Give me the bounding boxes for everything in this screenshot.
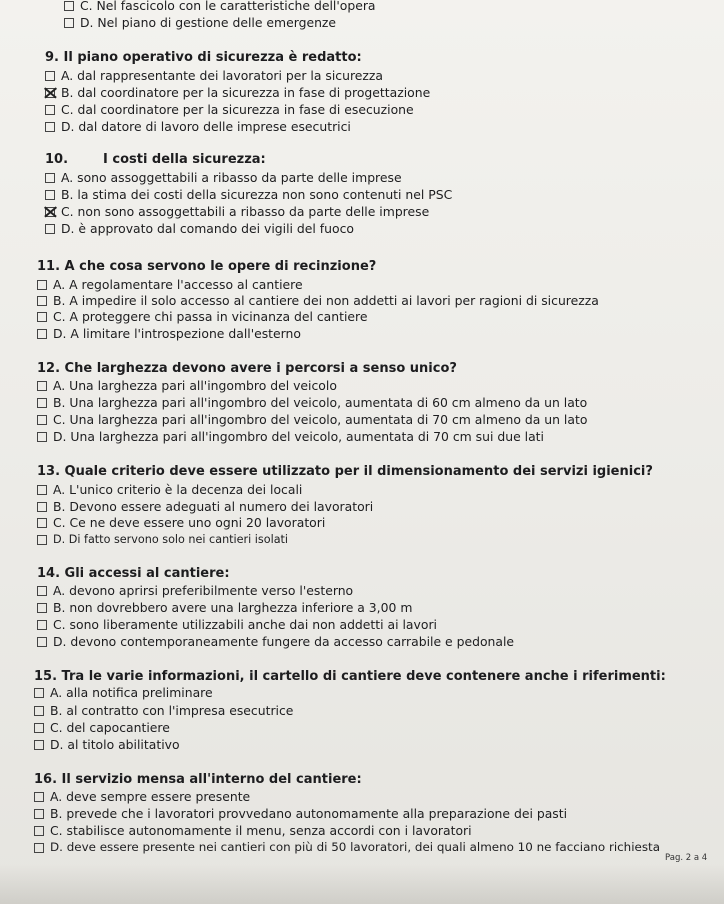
checkbox[interactable] [45,71,55,81]
q11-option-b: B. A impedire il solo accesso al cantiere dei non addetti ai lavori per ragioni di sicurezza [37,293,599,308]
checkbox[interactable] [37,637,47,647]
checkbox[interactable] [45,122,55,132]
q12-option-a: A. Una larghezza pari all'ingombro del veicolo [37,378,337,393]
q16-option-b: B. prevede che i lavoratori provvedano autonomamente alla preparazione dei pasti [34,806,567,821]
q16-option-c: C. stabilisce autonomamente il menu, senza accordi con i lavoratori [34,823,472,838]
checkbox[interactable] [37,620,47,630]
q14-option-d: D. devono contemporaneamente fungere da accesso carrabile e pedonale [37,634,514,649]
checkbox[interactable] [45,105,55,115]
q11-option-d: D. A limitare l'introspezione dall'esterno [37,326,301,341]
checkbox[interactable] [45,224,55,234]
checkbox[interactable] [37,586,47,596]
checkbox[interactable] [34,740,44,750]
checkbox[interactable] [37,296,47,306]
q9-option-b: B. dal coordinatore per la sicurezza in fase di progettazione [45,85,430,100]
checkbox-marked[interactable] [45,88,55,98]
option-top-c: C. Nel fascicolo con le caratteristiche dell'opera [64,0,376,13]
checkbox[interactable] [37,502,47,512]
question-14-title: 14. Gli accessi al cantiere: [37,566,230,581]
checkbox[interactable] [37,329,47,339]
q13-option-c: C. Ce ne deve essere uno ogni 20 lavoratori [37,515,325,530]
q16-option-a: A. deve sempre essere presente [34,789,250,804]
q12-option-b: B. Una larghezza pari all'ingombro del veicolo, aumentata di 60 cm almeno da un lato [37,395,587,410]
q10-option-c: C. non sono assoggettabili a ribasso da parte delle imprese [45,204,429,219]
q11-option-a: A. A regolamentare l'accesso al cantiere [37,277,303,292]
question-10-number: 10. [45,152,69,167]
question-9-title: 9. Il piano operativo di sicurezza è redatto: [45,50,362,65]
checkbox[interactable] [45,173,55,183]
page-number: Pag. 2 a 4 [665,853,708,863]
q14-option-c: C. sono liberamente utilizzabili anche dai non addetti ai lavori [37,617,437,632]
question-13-title: 13. Quale criterio deve essere utilizzato per il dimensionamento dei servizi igienici? [37,464,653,479]
q12-option-d: D. Una larghezza pari all'ingombro del veicolo, aumentata di 70 cm sui due lati [37,429,544,444]
checkbox[interactable] [37,280,47,290]
checkbox[interactable] [34,723,44,733]
checkbox-marked[interactable] [45,207,55,217]
question-11-title: 11. A che cosa servono le opere di recinzione? [37,259,377,274]
q15-option-c: C. del capocantiere [34,720,170,735]
checkbox[interactable] [34,843,44,853]
q14-option-a: A. devono aprirsi preferibilmente verso l'esterno [37,583,353,598]
checkbox[interactable] [64,1,74,11]
q12-option-c: C. Una larghezza pari all'ingombro del veicolo, aumentata di 70 cm almeno da un lato [37,412,587,427]
question-15-title: 15. Tra le varie informazioni, il cartello di cantiere deve contenere anche i riferimenti: [34,669,666,684]
q10-option-a: A. sono assoggettabili a ribasso da parte delle imprese [45,170,402,185]
q13-option-a: A. L'unico criterio è la decenza dei locali [37,482,302,497]
q13-option-d: D. Di fatto servono solo nei cantieri isolati [37,532,288,547]
checkbox[interactable] [37,535,47,545]
q9-option-c: C. dal coordinatore per la sicurezza in fase di esecuzione [45,102,414,117]
checkbox[interactable] [34,706,44,716]
question-10-title: I costi della sicurezza: [103,152,266,167]
checkbox[interactable] [34,688,44,698]
checkbox[interactable] [34,792,44,802]
checkbox[interactable] [34,826,44,836]
question-16-title: 16. Il servizio mensa all'interno del cantiere: [34,772,362,787]
checkbox[interactable] [37,398,47,408]
q10-option-d: D. è approvato dal comando dei vigili del fuoco [45,221,354,236]
q9-option-a: A. dal rappresentante dei lavoratori per la sicurezza [45,68,383,83]
checkbox[interactable] [37,312,47,322]
q15-option-b: B. al contratto con l'impresa esecutrice [34,703,293,718]
checkbox[interactable] [37,415,47,425]
checkbox[interactable] [37,432,47,442]
q15-option-a: A. alla notifica preliminare [34,685,213,700]
checkbox[interactable] [37,603,47,613]
checkbox[interactable] [64,18,74,28]
q15-option-d: D. al titolo abilitativo [34,737,180,752]
q10-option-b: B. la stima dei costi della sicurezza non sono contenuti nel PSC [45,187,452,202]
q11-option-c: C. A proteggere chi passa in vicinanza del cantiere [37,309,367,324]
q14-option-b: B. non dovrebbero avere una larghezza inferiore a 3,00 m [37,600,412,615]
checkbox[interactable] [37,485,47,495]
paper-shadow [0,864,724,904]
q13-option-b: B. Devono essere adeguati al numero dei lavoratori [37,499,373,514]
checkbox[interactable] [34,809,44,819]
question-12-title: 12. Che larghezza devono avere i percorsi a senso unico? [37,361,457,376]
q9-option-d: D. dal datore di lavoro delle imprese esecutrici [45,119,351,134]
option-top-d: D. Nel piano di gestione delle emergenze [64,15,336,30]
checkbox[interactable] [45,190,55,200]
checkbox[interactable] [37,518,47,528]
q16-option-d: D. deve essere presente nei cantieri con più di 50 lavoratori, dei quali almeno 10 ne facciano richiesta [34,840,660,855]
checkbox[interactable] [37,381,47,391]
